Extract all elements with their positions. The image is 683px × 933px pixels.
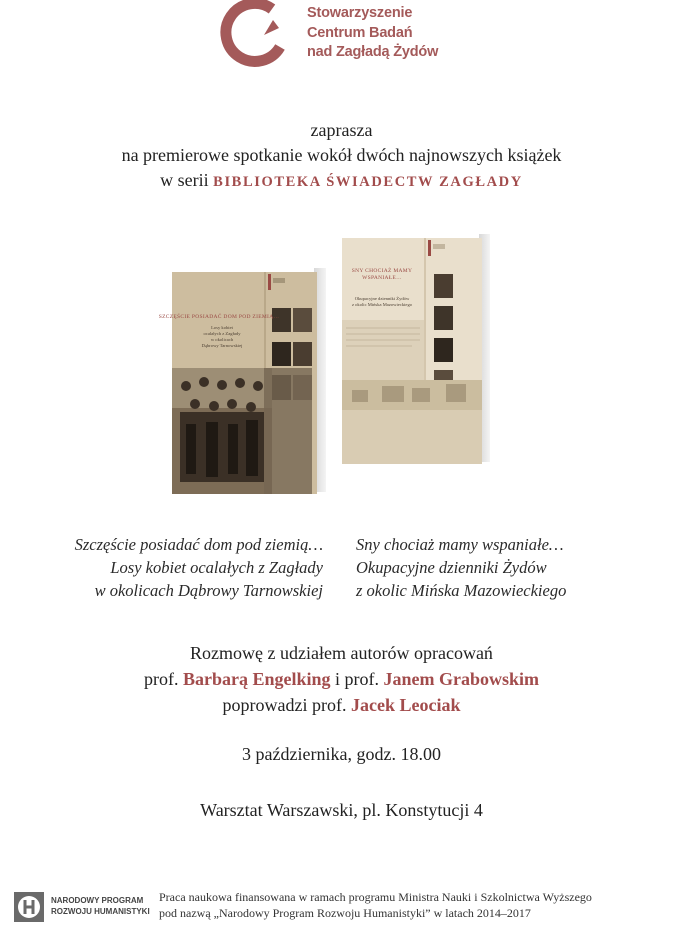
organization-logo bbox=[216, 0, 516, 72]
book2-caption bbox=[356, 533, 566, 602]
letter-h-icon bbox=[14, 892, 44, 922]
funding-note-line2: pod nazwą „Narodowy Program Rozwoju Humanistyki” w latach 2014–2017 bbox=[159, 906, 531, 920]
meeting-line2 bbox=[0, 666, 683, 692]
footer-program-line1: NARODOWY PROGRAM bbox=[51, 896, 144, 905]
intro-line3-prefix: w serii bbox=[160, 170, 214, 190]
intro-line2: na premierowe spotkanie wokół dwóch najnowszych książek bbox=[121, 145, 562, 165]
organization-name bbox=[307, 4, 438, 63]
footer-program-line2: ROZWOJU HUMANISTYKI bbox=[51, 907, 150, 916]
event-date: 3 października, godz. 18.00 bbox=[242, 744, 441, 764]
book2-caption-line3: z okolic Mińska Mazowieckiego bbox=[356, 581, 567, 600]
book2-caption-line1: Sny chociaż mamy wspaniałe… bbox=[356, 535, 564, 554]
meeting-line1: Rozmowę z udziałem autorów opracowań bbox=[190, 643, 493, 663]
series-name: BIBLIOTEKA ŚWIADECTW ZAGŁADY bbox=[213, 174, 523, 190]
meeting-line3 bbox=[0, 692, 683, 718]
author2-name: Janem Grabowskim bbox=[383, 669, 540, 689]
book1-cover-subtitle-2: ocalałych z Zagłady bbox=[203, 331, 241, 336]
book1-cover-title: SZCZĘŚCIE POSIADAĆ DOM POD ZIEMIĄ… bbox=[158, 314, 280, 320]
book2-cover-subtitle-1: Okupacyjne dzienniki Żydów bbox=[354, 296, 410, 301]
book2-cover-title-2: WSPANIAŁE… bbox=[362, 275, 402, 281]
meeting-line3-prefix: poprowadzi prof. bbox=[222, 695, 351, 715]
book1-cover-subtitle-4: Dąbrowy Tarnowskiej bbox=[201, 343, 243, 348]
book1-caption-line3: w okolicach Dąbrowy Tarnowskiej bbox=[94, 581, 323, 600]
meeting-description bbox=[0, 640, 683, 718]
book2-cover-title-1: SNY CHOCIAŻ MAMY bbox=[351, 268, 413, 274]
organization-name-line1: Stowarzyszenie bbox=[307, 5, 413, 21]
funding-note-line1: Praca naukowa finansowana w ramach programu Ministra Nauki i Szkolnictwa Wyższego bbox=[159, 890, 592, 904]
book1-cover-subtitle-1: Losy kobiet bbox=[211, 325, 233, 330]
funding-note bbox=[159, 889, 679, 921]
invitation-intro bbox=[0, 118, 683, 195]
book1-caption-line2: Losy kobiet ocalałych z Zagłady bbox=[110, 558, 323, 577]
event-place: Warsztat Warszawski, pl. Konstytucji 4 bbox=[200, 800, 483, 820]
author1-name: Barbarą Engelking bbox=[182, 669, 331, 689]
book2-cover-subtitle-2: z okolic Mińska Mazowieckiego bbox=[351, 302, 413, 307]
organization-name-line3: nad Zagładą Żydów bbox=[307, 44, 439, 60]
book1-caption bbox=[75, 533, 323, 602]
moderator-name: Jacek Leociak bbox=[350, 695, 461, 715]
meeting-line2-middle: i prof. bbox=[330, 669, 384, 689]
meeting-line2-prefix: prof. bbox=[143, 669, 183, 689]
intro-line3 bbox=[0, 168, 683, 195]
footer-program-name bbox=[51, 895, 150, 917]
book-cover-2 bbox=[342, 230, 492, 464]
book1-cover-subtitle-3: w okolicach bbox=[210, 337, 234, 342]
book1-caption-line1: Szczęście posiadać dom pod ziemią… bbox=[74, 535, 323, 554]
book-cover-1 bbox=[158, 264, 328, 494]
ring-logo-icon bbox=[218, 0, 288, 70]
organization-name-line2: Centrum Badań bbox=[307, 24, 413, 41]
intro-line1: zaprasza bbox=[310, 120, 373, 140]
book2-caption-line2: Okupacyjne dzienniki Żydów bbox=[356, 558, 547, 577]
